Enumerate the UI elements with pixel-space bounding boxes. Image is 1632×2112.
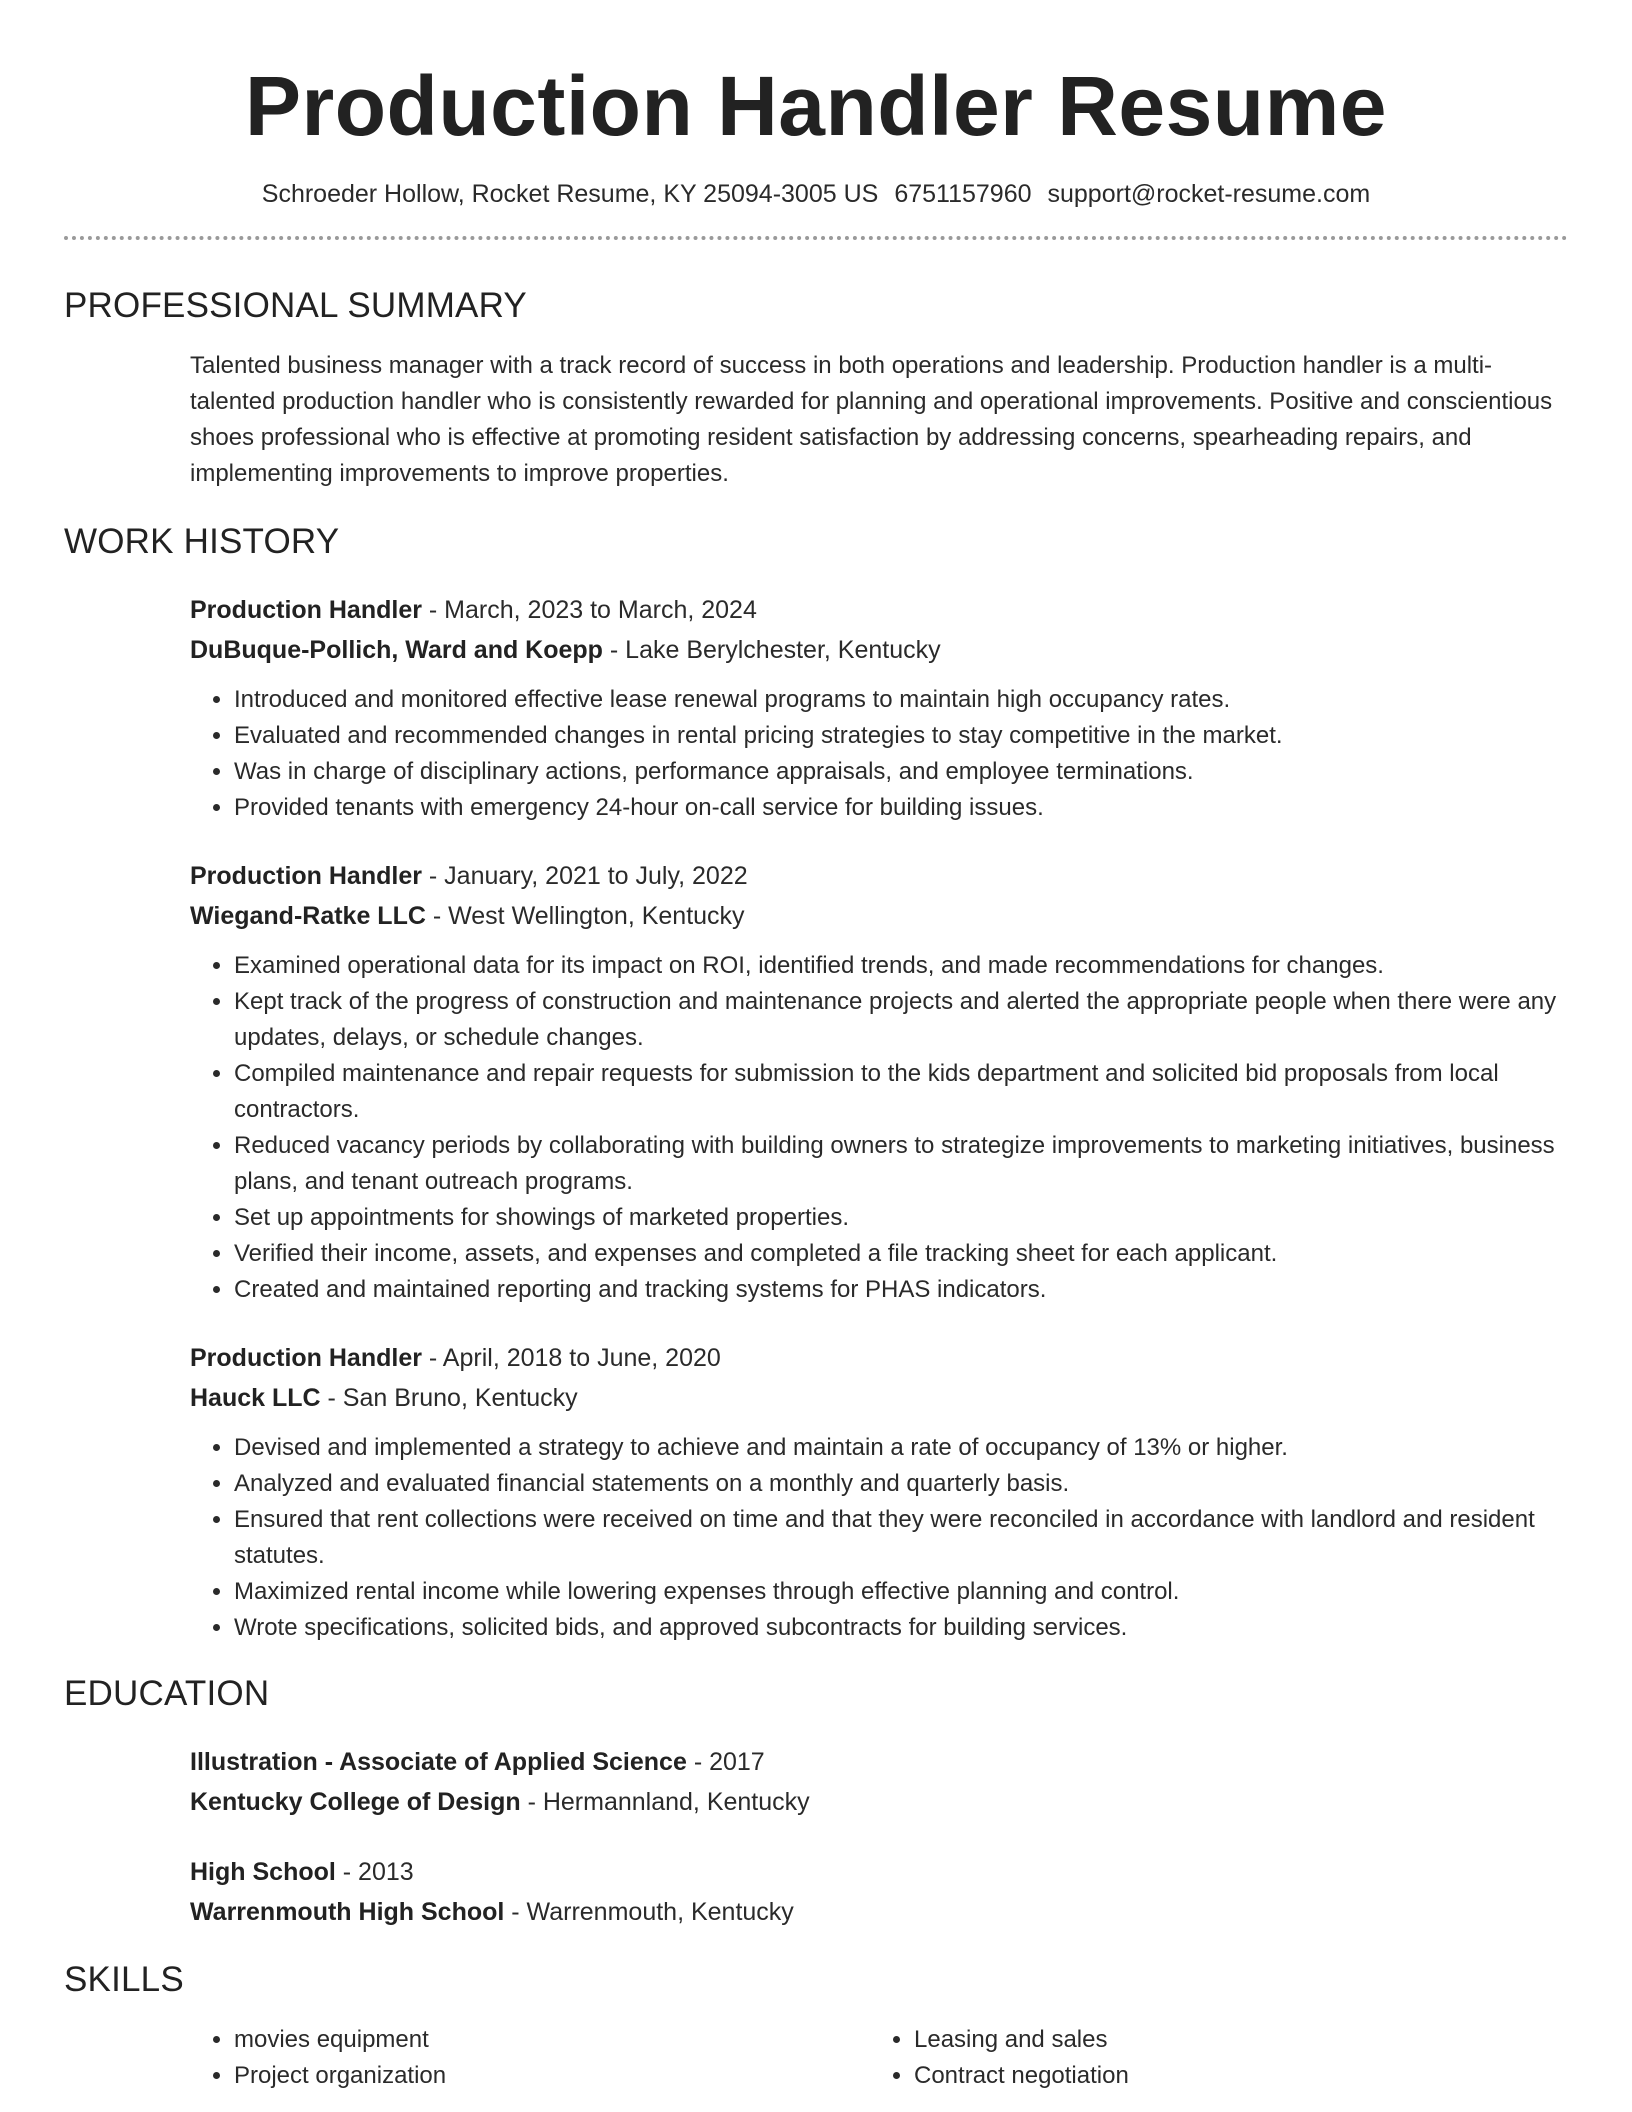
contact-line	[64, 178, 1568, 210]
section-title-work-history: WORK HISTORY	[64, 522, 340, 561]
job-title: Production Handler	[190, 862, 422, 890]
list-item: • Introduced and monitored effective lease renewal programs to maintain high occupancy rates.	[234, 682, 1568, 718]
list-item: • Maximized rental income while lowering expenses through effective planning and control.	[234, 1574, 1568, 1610]
list-item: • Examined operational data for its impact on ROI, identified trends, and made recommendations for changes.	[234, 948, 1568, 984]
contact-email: support@rocket-resume.com	[1047, 180, 1371, 208]
job-title-line	[190, 856, 1568, 896]
job-entry	[190, 1338, 1568, 1646]
work-history	[190, 590, 1568, 1646]
section-title-education: EDUCATION	[64, 1674, 270, 1713]
section-title-summary: PROFESSIONAL SUMMARY	[64, 286, 527, 325]
skills-list	[190, 2022, 1568, 2094]
education-year: - 2013	[335, 1858, 414, 1886]
job-entry	[190, 590, 1568, 826]
job-bullets	[190, 1430, 1568, 1646]
education-degree: Illustration - Associate of Applied Science	[190, 1748, 687, 1776]
list-item: • Set up appointments for showings of marketed properties.	[234, 1200, 1568, 1236]
list-item: • Created and maintained reporting and tracking systems for PHAS indicators.	[234, 1272, 1568, 1308]
skills-column-left	[190, 2022, 870, 2094]
education-degree-line	[190, 1742, 1568, 1782]
list-item: • Ensured that rent collections were received on time and that they were reconciled in accordance with landlord and resident statutes.	[234, 1502, 1568, 1574]
job-company: Hauck LLC	[190, 1384, 321, 1412]
job-bullets	[190, 682, 1568, 826]
job-location: - San Bruno, Kentucky	[320, 1384, 578, 1412]
job-company: Wiegand-Ratke LLC	[190, 902, 426, 930]
summary-text: Talented business manager with a track record of success in both operations and leadership. Production handler is a multi-talented production handler who is consistently rewarded for planning and operational improvements. Positive and conscientious shoes professional who is effective at promoting resident satisfaction by addressing concerns, spearheading repairs, and implementing improvements to improve properties.	[190, 352, 1553, 487]
list-item: • Provided tenants with emergency 24-hour on-call service for building issues.	[234, 790, 1568, 826]
list-item: • Analyzed and evaluated financial statements on a monthly and quarterly basis.	[234, 1466, 1568, 1502]
job-entry	[190, 856, 1568, 1308]
list-item: • Kept track of the progress of construction and maintenance projects and alerted the appropriate people when there were any updates, delays, or schedule changes.	[234, 984, 1568, 1056]
job-title: Production Handler	[190, 596, 422, 624]
contact-phone: 6751157960	[894, 180, 1032, 208]
education	[190, 1742, 1568, 1932]
list-item: • Evaluated and recommended changes in rental pricing strategies to stay competitive in the market.	[234, 718, 1568, 754]
education-school: Kentucky College of Design	[190, 1788, 521, 1816]
header-divider	[64, 236, 1568, 240]
resume-title: Production Handler Resume	[244, 59, 1388, 153]
job-company-line	[190, 896, 1568, 936]
list-item: • Reduced vacancy periods by collaborating with building owners to strategize improvements to marketing initiatives, business plans, and tenant outreach programs.	[234, 1128, 1568, 1200]
job-company-line	[190, 1378, 1568, 1418]
job-title: Production Handler	[190, 1344, 422, 1372]
skill-item: • movies equipment	[234, 2022, 870, 2058]
skill-item: • Contract negotiation	[914, 2058, 1514, 2094]
education-year: - 2017	[686, 1748, 765, 1776]
job-company-line	[190, 630, 1568, 670]
skills-column-right	[870, 2022, 1514, 2094]
education-degree: High School	[190, 1858, 336, 1886]
education-location: - Hermannland, Kentucky	[520, 1788, 810, 1816]
list-item: • Was in charge of disciplinary actions, performance appraisals, and employee terminations.	[234, 754, 1568, 790]
education-school-line	[190, 1782, 1568, 1822]
job-title-line	[190, 1338, 1568, 1378]
job-dates: - January, 2021 to July, 2022	[421, 862, 748, 890]
education-school-line	[190, 1892, 1568, 1932]
skill-item: • Leasing and sales	[914, 2022, 1514, 2058]
job-title-line	[190, 590, 1568, 630]
list-item: • Compiled maintenance and repair requests for submission to the kids department and solicited bid proposals from local contractors.	[234, 1056, 1568, 1128]
skill-item: • Project organization	[234, 2058, 870, 2094]
list-item: • Wrote specifications, solicited bids, and approved subcontracts for building services.	[234, 1610, 1568, 1646]
job-dates: - April, 2018 to June, 2020	[421, 1344, 721, 1372]
education-school: Warrenmouth High School	[190, 1898, 505, 1926]
job-location: - Lake Berylchester, Kentucky	[602, 636, 941, 664]
job-company: DuBuque-Pollich, Ward and Koepp	[190, 636, 603, 664]
job-location: - West Wellington, Kentucky	[425, 902, 745, 930]
job-bullets	[190, 948, 1568, 1308]
list-item: • Verified their income, assets, and expenses and completed a file tracking sheet for each applicant.	[234, 1236, 1568, 1272]
list-item: • Devised and implemented a strategy to achieve and maintain a rate of occupancy of 13% or higher.	[234, 1430, 1568, 1466]
education-degree-line	[190, 1852, 1568, 1892]
job-dates: - March, 2023 to March, 2024	[421, 596, 757, 624]
education-entry	[190, 1852, 1568, 1932]
education-entry	[190, 1742, 1568, 1822]
education-location: - Warrenmouth, Kentucky	[504, 1898, 794, 1926]
section-title-skills: SKILLS	[64, 1960, 184, 1999]
contact-address: Schroeder Hollow, Rocket Resume, KY 25094-3005 US	[261, 180, 879, 208]
